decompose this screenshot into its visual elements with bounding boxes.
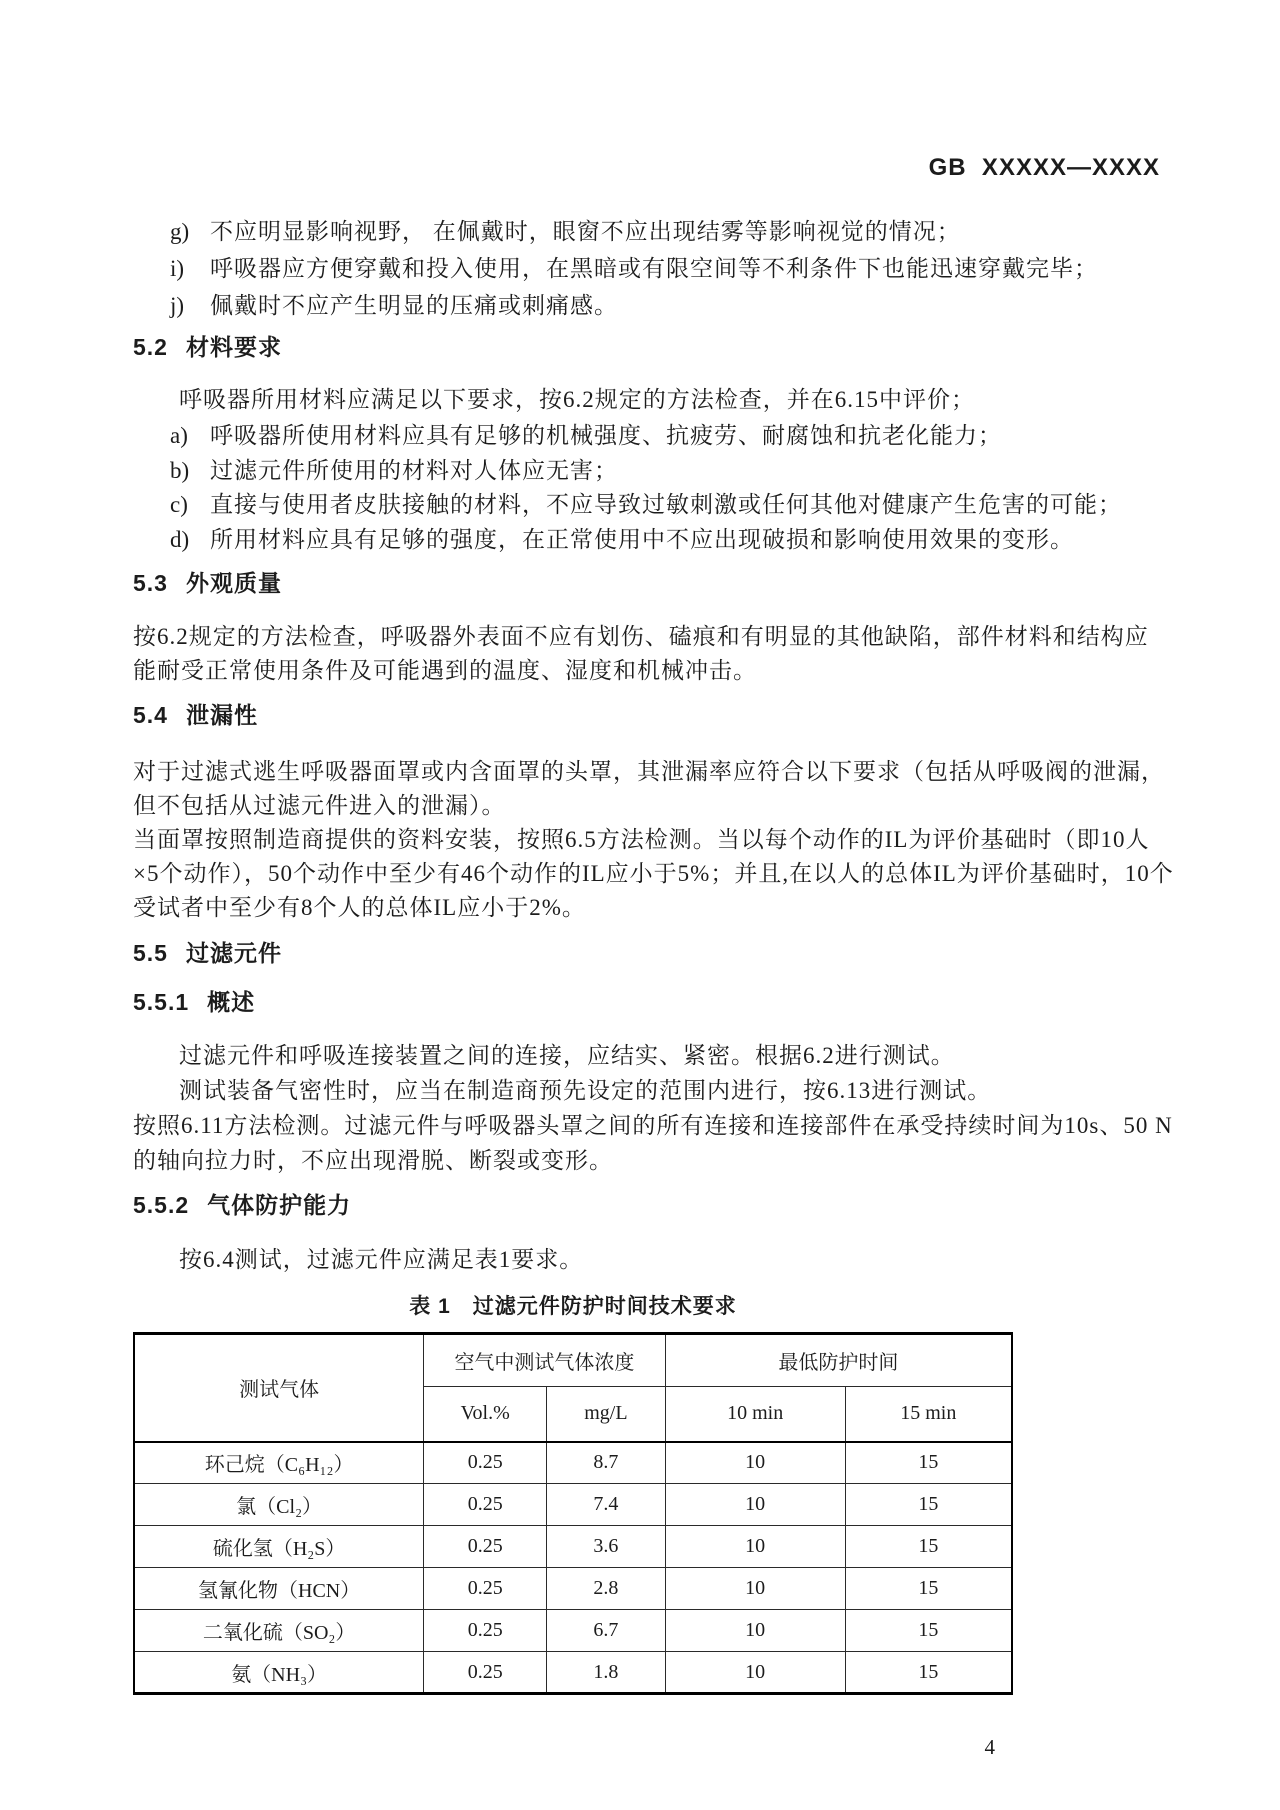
paragraph-line: 的轴向拉力时，不应出现滑脱、断裂或变形。 bbox=[133, 1148, 613, 1173]
list-item bbox=[170, 419, 1148, 454]
cell-vol-percent: 0.25 bbox=[424, 1610, 547, 1652]
section-number: 5.5.2 bbox=[133, 1192, 190, 1218]
cell-15min: 15 bbox=[845, 1484, 1012, 1526]
list-item-text: 直接与使用者皮肤接触的材料，不应导致过敏刺激或任何其他对健康产生危害的可能； bbox=[210, 492, 1122, 517]
column-header-mg-l: mg/L bbox=[547, 1387, 666, 1442]
list-item-text: 所用材料应具有足够的强度，在正常使用中不应出现破损和影响使用效果的变形。 bbox=[210, 526, 1074, 552]
paragraph-line: 受试者中至少有8个人的总体IL应小于2%。 bbox=[133, 895, 586, 920]
section-heading-5-4 bbox=[133, 700, 1148, 730]
list-item bbox=[170, 523, 1148, 558]
list-item-marker: d) bbox=[170, 526, 190, 552]
paragraph-5-5-2 bbox=[133, 1243, 1148, 1277]
paragraph-line: 按6.4测试，过滤元件应满足表1要求。 bbox=[179, 1247, 584, 1272]
cell-10min: 10 bbox=[665, 1526, 845, 1568]
cell-gas: 氢氰化物（HCN） bbox=[134, 1568, 424, 1610]
cell-gas: 氯（Cl₂） bbox=[134, 1484, 424, 1526]
list-item-marker: a) bbox=[170, 423, 188, 448]
cell-10min: 10 bbox=[665, 1442, 845, 1484]
cell-10min: 10 bbox=[665, 1568, 845, 1610]
table-row bbox=[134, 1442, 1012, 1484]
cell-mg-l: 2.8 bbox=[547, 1568, 666, 1610]
cell-gas: 氨（NH₃） bbox=[134, 1652, 424, 1694]
paragraph-5-5-1-c bbox=[133, 1108, 1173, 1178]
list-item-marker: j) bbox=[170, 293, 185, 318]
cell-vol-percent: 0.25 bbox=[424, 1442, 547, 1484]
section-number: 5.3 bbox=[133, 570, 168, 596]
table-row bbox=[134, 1526, 1012, 1568]
paragraph-line: 按照6.11方法检测。过滤元件与呼吸器头罩之间的所有连接和连接部件在承受持续时间为10s、50 N bbox=[133, 1113, 1173, 1138]
cell-15min: 15 bbox=[845, 1652, 1012, 1694]
cell-gas: 环己烷（C₆H₁₂） bbox=[134, 1442, 424, 1484]
cell-15min: 15 bbox=[845, 1568, 1012, 1610]
cell-vol-percent: 0.25 bbox=[424, 1568, 547, 1610]
column-group-concentration: 空气中测试气体浓度 bbox=[424, 1334, 665, 1387]
column-header-vol-percent: Vol.% bbox=[424, 1387, 547, 1442]
section-title: 外观质量 bbox=[185, 570, 282, 596]
list-item bbox=[170, 454, 1148, 489]
list-item-marker: g) bbox=[170, 219, 190, 244]
paragraph-line: 能耐受正常使用条件及可能遇到的温度、湿度和机械冲击。 bbox=[133, 658, 757, 683]
cell-10min: 10 bbox=[665, 1484, 845, 1526]
paragraph-5-4-2 bbox=[133, 823, 1174, 925]
list-item-marker: c) bbox=[170, 492, 188, 517]
cell-10min: 10 bbox=[665, 1652, 845, 1694]
list-item-text: 不应明显影响视野， 在佩戴时，眼窗不应出现结雾等影响视觉的情况； bbox=[210, 219, 961, 244]
section-number: 5.2 bbox=[133, 334, 168, 360]
section-number: 5.5.1 bbox=[133, 989, 190, 1015]
paragraph-5-4-1 bbox=[133, 755, 1165, 823]
section-heading-5-5-1 bbox=[133, 987, 1148, 1017]
list-item-marker: b) bbox=[170, 457, 190, 483]
list-item-text: 呼吸器所使用材料应具有足够的机械强度、抗疲劳、耐腐蚀和抗老化能力； bbox=[210, 423, 1002, 448]
cell-mg-l: 6.7 bbox=[547, 1610, 666, 1652]
cell-10min: 10 bbox=[665, 1610, 845, 1652]
section-title: 过滤元件 bbox=[185, 940, 282, 966]
cell-vol-percent: 0.25 bbox=[424, 1484, 547, 1526]
list-item-text: 呼吸器应方便穿戴和投入使用，在黑暗或有限空间等不利条件下也能迅速穿戴完毕； bbox=[210, 256, 1098, 281]
cell-15min: 15 bbox=[845, 1526, 1012, 1568]
paragraph-line: 对于过滤式逃生呼吸器面罩或内含面罩的头罩，其泄漏率应符合以下要求（包括从呼吸阀的泄漏， bbox=[133, 759, 1165, 784]
cell-15min: 15 bbox=[845, 1610, 1012, 1652]
list-item-text: 佩戴时不应产生明显的压痛或刺痛感。 bbox=[210, 293, 618, 318]
paragraph-5-3 bbox=[133, 620, 1148, 688]
table-row bbox=[134, 1568, 1012, 1610]
cell-gas: 硫化氢（H₂S） bbox=[134, 1526, 424, 1568]
section-title: 泄漏性 bbox=[185, 702, 258, 728]
cell-mg-l: 1.8 bbox=[547, 1652, 666, 1694]
paragraph-line: 当面罩按照制造商提供的资料安装，按照6.5方法检测。当以每个动作的IL为评价基础时（即10人 bbox=[133, 827, 1150, 852]
column-header-10min: 10 min bbox=[665, 1387, 845, 1442]
cell-mg-l: 7.4 bbox=[547, 1484, 666, 1526]
paragraph-5-5-1-a bbox=[133, 1038, 1148, 1073]
column-header-15min: 15 min bbox=[845, 1387, 1012, 1442]
table-body bbox=[134, 1442, 1012, 1694]
paragraph-line: ×5个动作），50个动作中至少有46个动作的IL应小于5%；并且,在以人的总体IL为评价基础时，10个 bbox=[133, 861, 1174, 886]
cell-mg-l: 3.6 bbox=[547, 1526, 666, 1568]
cell-15min: 15 bbox=[845, 1442, 1012, 1484]
list-item bbox=[170, 250, 1148, 287]
list-item-text: 过滤元件所使用的材料对人体应无害； bbox=[210, 457, 618, 483]
list-item bbox=[170, 213, 1148, 250]
section-heading-5-3 bbox=[133, 568, 1148, 598]
section-heading-5-2 bbox=[133, 332, 1148, 362]
paragraph-line: 但不包括从过滤元件进入的泄漏）。 bbox=[133, 793, 506, 818]
column-group-min-protection-time: 最低防护时间 bbox=[665, 1334, 1012, 1387]
paragraph-5-5-1-b bbox=[133, 1073, 1148, 1108]
requirement-list-abcd bbox=[170, 419, 1148, 557]
cell-gas: 二氧化硫（SO₂） bbox=[134, 1610, 424, 1652]
table-caption-label: 表 1 bbox=[409, 1295, 451, 1318]
section-title: 概述 bbox=[207, 989, 256, 1015]
cell-mg-l: 8.7 bbox=[547, 1442, 666, 1484]
section-number: 5.4 bbox=[133, 702, 168, 728]
table-row bbox=[134, 1484, 1012, 1526]
page-number: 4 bbox=[984, 1735, 995, 1759]
table-header bbox=[134, 1334, 1012, 1442]
paragraph-line: 测试装备气密性时，应当在制造商预先设定的范围内进行，按6.13进行测试。 bbox=[179, 1078, 992, 1103]
section-title: 材料要求 bbox=[185, 334, 282, 360]
paragraph-line: 呼吸器所用材料应满足以下要求，按6.2规定的方法检查，并在6.15中评价； bbox=[179, 387, 975, 412]
table-caption-text: 过滤元件防护时间技术要求 bbox=[472, 1295, 737, 1318]
protection-time-table bbox=[133, 1332, 1013, 1695]
table-caption bbox=[133, 1292, 1013, 1322]
column-header-test-gas: 测试气体 bbox=[134, 1334, 424, 1442]
list-item bbox=[170, 488, 1148, 523]
list-item bbox=[170, 287, 1148, 324]
section-heading-5-5-2 bbox=[133, 1190, 1148, 1220]
table-row bbox=[134, 1610, 1012, 1652]
cell-vol-percent: 0.25 bbox=[424, 1526, 547, 1568]
paragraph-line: 按6.2规定的方法检查，呼吸器外表面不应有划伤、磕痕和有明显的其他缺陷，部件材料和结构应 bbox=[133, 624, 1149, 649]
table-row bbox=[134, 1652, 1012, 1694]
list-item-marker: i) bbox=[170, 256, 185, 281]
cell-vol-percent: 0.25 bbox=[424, 1652, 547, 1694]
section-title: 气体防护能力 bbox=[207, 1192, 352, 1218]
standard-code: GB XXXXX—XXXX bbox=[928, 154, 1160, 181]
paragraph-5-2-intro bbox=[133, 383, 1148, 417]
paragraph-line: 过滤元件和呼吸连接装置之间的连接，应结实、紧密。根据6.2进行测试。 bbox=[179, 1043, 955, 1068]
requirement-list-gij bbox=[170, 213, 1148, 324]
section-number: 5.5 bbox=[133, 940, 168, 966]
section-heading-5-5 bbox=[133, 938, 1148, 968]
